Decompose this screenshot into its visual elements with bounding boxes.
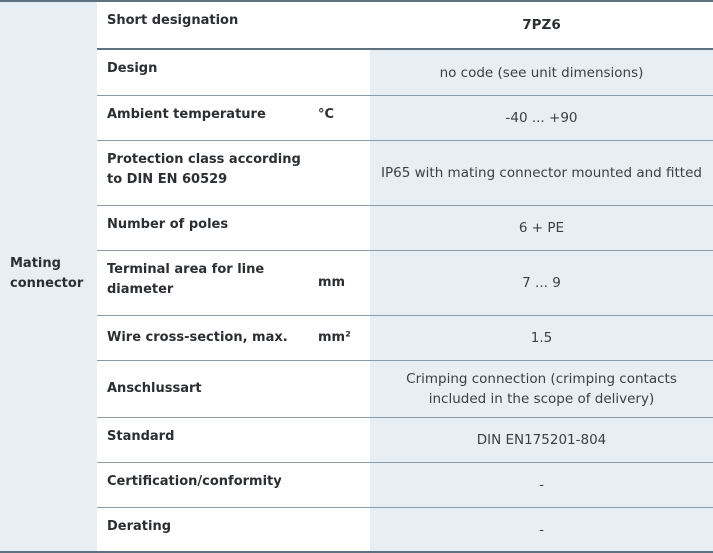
unit-label: °C [318,107,335,122]
value-cell: - [370,508,713,551]
unit-label [318,206,370,250]
unit-label [318,361,370,417]
param-label: Derating [107,519,172,534]
value-cell: Crimping connection (crimping contacts included in the scope of delivery) [370,361,713,417]
unit-label [318,463,370,507]
table-row-protection-class [97,141,713,206]
table-row-ambient-temperature [97,96,713,141]
unit-label [318,418,370,462]
value-cell: - [370,463,713,507]
value-cell: 1.5 [370,316,713,360]
table-row-short-designation [97,2,713,50]
table-row-certification [97,463,713,508]
unit-label [318,50,370,95]
param-label: Standard [107,429,175,444]
unit-label: mm² [318,330,351,345]
param-label: Wire cross-section, max. [107,330,288,345]
value-cell: 6 + PE [370,206,713,250]
table-row-design [97,50,713,96]
group-column [0,2,97,551]
value-cell: 7PZ6 [370,2,713,48]
unit-label [318,2,370,48]
param-label: Number of poles [107,217,229,232]
param-label: Design [107,61,158,76]
group-label: Mating connector [10,256,84,291]
param-label: Ambient temperature [107,107,266,122]
param-label: Anschlussart [107,381,202,396]
unit-label [318,508,370,551]
value-cell: 7 ... 9 [370,251,713,315]
value-cell: no code (see unit dimensions) [370,50,713,95]
unit-label: mm [318,275,346,290]
table-row-wire-cross-section [97,316,713,361]
table-rows [97,2,713,551]
table-row-terminal-area [97,251,713,316]
param-label: Terminal area for line diameter [107,262,265,297]
param-label: Protection class according to DIN EN 60529 [107,152,301,187]
table-row-connection-type [97,361,713,418]
unit-label [310,141,370,205]
param-label: Certification/conformity [107,474,282,489]
table-row-number-of-poles [97,206,713,251]
value-cell: IP65 with mating connector mounted and fitted [370,141,713,205]
value-cell: -40 ... +90 [370,96,713,140]
value-cell: DIN EN175201-804 [370,418,713,462]
table-row-standard [97,418,713,463]
table-row-derating [97,508,713,551]
param-label: Short designation [107,13,239,28]
